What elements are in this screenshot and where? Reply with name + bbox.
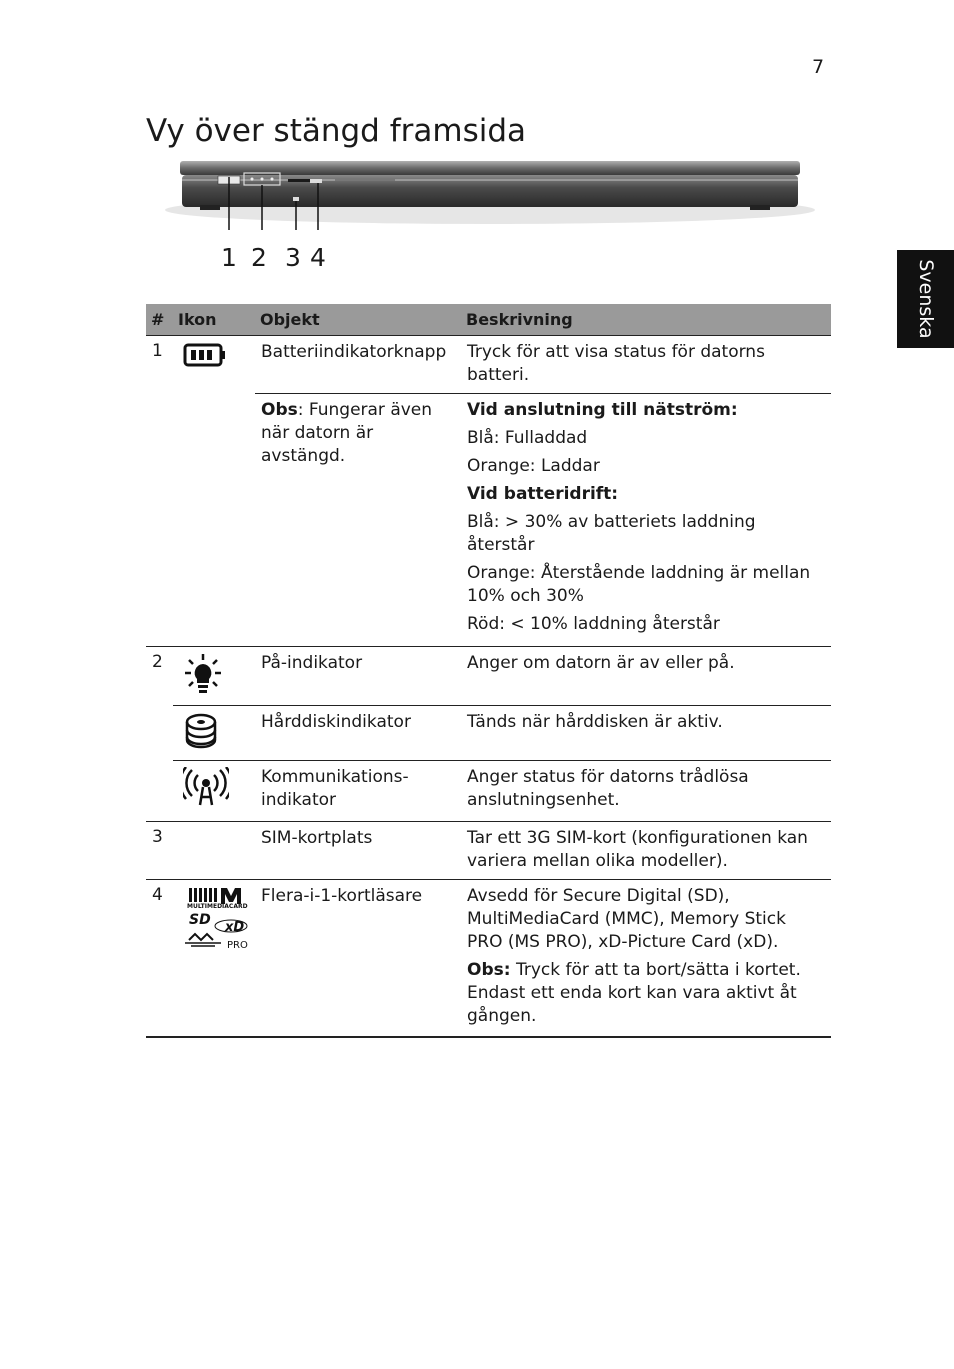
description-text: Anger status för datorns trådlösa anslutningsenhet. [467, 767, 749, 810]
description-cell [461, 761, 831, 822]
object-cell: SIM-kortplats [255, 822, 461, 880]
laptop-front-illustration [160, 155, 820, 235]
row-number: 1 [146, 336, 173, 647]
table-row [146, 761, 831, 822]
description-cell [461, 647, 831, 706]
row-number: 3 [146, 822, 173, 880]
header-icon: Ikon [173, 304, 255, 336]
table-row [146, 647, 831, 706]
table-row [146, 336, 831, 394]
row-number: 2 [146, 647, 173, 822]
icon-cell [173, 336, 255, 647]
icon-cell [173, 706, 255, 761]
page-number: 7 [812, 56, 825, 78]
object-cell: Hårddiskindikator [255, 706, 461, 761]
note-text: : Fungerar även när datorn är avstängd. [261, 400, 433, 466]
description-text: Röd: < 10% laddning återstår [467, 614, 720, 634]
language-tab-label: Svenska [914, 259, 937, 339]
description-note [467, 959, 826, 1028]
icon-cell [173, 647, 255, 706]
description-text: Tar ett 3G SIM-kort (konfigurationen kan variera mellan olika modeller). [467, 828, 808, 871]
description-text: Blå: > 30% av batteriets laddning återstår [467, 512, 756, 555]
description-text: Tänds när hårddisken är aktiv. [467, 712, 723, 732]
hard-disk-icon [183, 712, 219, 752]
wireless-icon [183, 767, 229, 807]
icon-cell [173, 880, 255, 1038]
logo-xd: xD [225, 920, 245, 935]
description-text: Orange: Återstående laddning är mellan 10% och 30% [467, 563, 811, 606]
callout-numbers [0, 243, 954, 278]
description-text: Orange: Laddar [467, 456, 600, 476]
callout-3: 3 [285, 243, 301, 272]
header-object: Objekt [255, 304, 461, 336]
icon-cell [173, 822, 255, 880]
header-description: Beskrivning [461, 304, 831, 336]
description-cell [461, 336, 831, 394]
description-heading: Vid batteridrift: [467, 484, 619, 504]
description-text: Anger om datorn är av eller på. [467, 653, 735, 673]
callout-4: 4 [310, 243, 326, 272]
header-num: # [146, 304, 173, 336]
front-view-table [146, 304, 831, 1038]
object-cell: Flera-i-1-kortläsare [255, 880, 461, 1038]
table-header-row [146, 304, 831, 336]
object-cell [255, 394, 461, 647]
logo-pro: PRO [227, 940, 248, 951]
object-cell: Batteriindikatorknapp [255, 336, 461, 394]
table-row [146, 822, 831, 880]
description-cell [461, 880, 831, 1038]
description-text: Tryck för att visa status för datorns batteri. [467, 342, 765, 385]
description-heading: Vid anslutning till nätström: [467, 400, 738, 420]
table-row [146, 880, 831, 1038]
object-cell: På-indikator [255, 647, 461, 706]
row-number: 4 [146, 880, 173, 1038]
callout-2: 2 [251, 243, 267, 272]
logo-sd: SD [189, 912, 211, 928]
logo-mmc: MULTIMEDIACARD [187, 903, 248, 910]
callout-1: 1 [221, 243, 237, 272]
description-cell [461, 822, 831, 880]
description-cell [461, 706, 831, 761]
description-text: Blå: Fulladdad [467, 428, 588, 448]
battery-icon [183, 342, 227, 368]
description-text: Avsedd för Secure Digital (SD), MultiMediaCard (MMC), Memory Stick PRO (MS PRO), xD-Picture Card (xD). [467, 886, 786, 952]
table-row [146, 706, 831, 761]
card-reader-logos-icon [183, 886, 253, 952]
note-label: Obs: [467, 960, 511, 980]
note-label: Obs [261, 400, 298, 420]
note-text: Tryck för att ta bort/sätta i kortet. Endast ett enda kort kan vara aktivt åt gången. [467, 960, 801, 1026]
icon-cell [173, 761, 255, 822]
description-cell [461, 394, 831, 647]
object-cell: Kommunikations-indikator [255, 761, 461, 822]
power-light-icon [183, 653, 223, 697]
page-title: Vy över stängd framsida [146, 113, 527, 149]
